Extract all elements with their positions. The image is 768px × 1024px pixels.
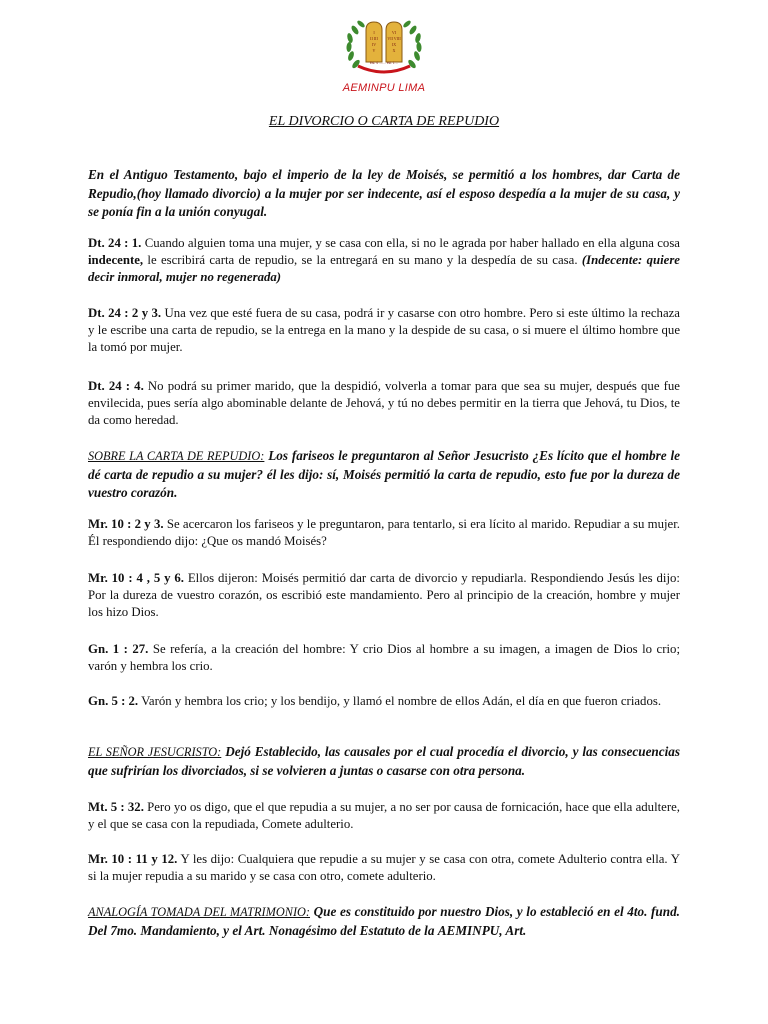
verse-ref: Gn. 1 : 27. <box>88 642 149 656</box>
section-text: Dejó Establecido, las causales por el cual procedía el divorcio, y las consecuencias que sufrirían los divorciados, si se volvieren a juntas o casarse con otra persona. <box>88 744 681 778</box>
paragraph-analogia <box>88 903 680 940</box>
verse-text: No podrá su primer marido, que la despidió, volverla a tomar para que sea su mujer, después que fue envilecida, pues sería algo abominable delante de Jehová, y tú no debes permitir en la tierra que Jehová, tu Dios, te da como heredad. <box>88 379 680 427</box>
verse-ref: Mr. 10 : 11 y 12. <box>88 852 178 866</box>
document-title: EL DIVORCIO O CARTA DE REPUDIO <box>268 114 500 129</box>
section-heading: ANALOGÍA TOMADA DEL MATRIMONIO: <box>88 905 311 919</box>
organization-name: AEMINPU <box>437 922 500 938</box>
verse-ref: Gn. 5 : 2. <box>88 694 139 708</box>
section-text: Los fariseos le preguntaron al Señor Jesucristo ¿Es lícito que el hombre le dé carta de repudio a su mujer? él les dijo: sí, Moisés permitió la carta de repudio, esto fue por la dureza de vuestro corazón. <box>88 448 680 500</box>
paragraph-gn-5-2 <box>88 693 680 710</box>
section-heading: SOBRE LA CARTA DE REPUDIO: <box>88 449 265 463</box>
svg-text:X: X <box>392 48 396 53</box>
paragraph-mr-10-11-12 <box>88 851 680 885</box>
svg-text:II III: II III <box>370 36 378 41</box>
paragraph-sobre-carta <box>88 447 680 503</box>
paragraph-mr-10-4-6 <box>88 570 680 621</box>
section-text: Que es constituido por nuestro Dios, y lo estableció en el 4to. fund. Del 7mo. Mandamiento, y el Art. Nonagésimo del Estatuto de la <box>88 904 680 938</box>
logo-band-text: Est. 4 ........ est. 1 ... <box>369 61 399 65</box>
verse-ref: Mr. 10 : 4 , 5 y 6. <box>88 571 184 585</box>
paragraph-dt-24-4 <box>88 378 680 429</box>
verse-text: Ellos dijeron: Moisés permitió dar carta de divorcio y repudiarla. Respondiendo Jesús les dijo: Por la dureza de vuestro corazón, os escribió este mandamiento. Pero al principio de la creación, hombre y mujer los hizo Dios. <box>88 571 680 619</box>
verse-ref: Mr. 10 : 2 y 3. <box>88 517 164 531</box>
svg-text:IX: IX <box>391 42 397 47</box>
verse-text: Se refería, a la creación del hombre: Y crio Dios al hombre a su imagen, a imagen de Dios lo crio; varón y hembra los crio. <box>88 642 680 673</box>
svg-text:V: V <box>372 48 376 53</box>
svg-text:I: I <box>373 30 375 35</box>
verse-ref: Dt. 24 : 2 y 3. <box>88 306 162 320</box>
verse-text: Una vez que esté fuera de su casa, podrá ir y casarse con otro hombre. Pero si este último la rechaza y le escribe una carta de repudio, se la entrega en la mano y la despide de su casa, o si muere el último hombre que la tomó por mujer. <box>88 306 680 354</box>
svg-text:IV: IV <box>371 42 377 47</box>
paragraph-dt-24-1 <box>88 235 680 286</box>
intro-paragraph: En el Antiguo Testamento, bajo el imperio de la ley de Moisés, se permitió a los hombres, dar Carta de Repudio,(hoy llamado divorcio) a la mujer por ser indecente, así el esposo despedía a la mujer de su casa, y se ponía fin a la unión conyugal. <box>88 167 680 219</box>
verse-ref: Dt. 24 : 4. <box>88 379 144 393</box>
verse-ref: Mt. 5 : 32. <box>88 800 144 814</box>
aeminpu-logo-icon <box>336 14 432 84</box>
definition-note: (Indecente: quiere decir inmoral, mujer no regenerada) <box>88 253 680 284</box>
section-heading: EL SEÑOR JESUCRISTO: <box>88 745 222 759</box>
paragraph-mr-10-2-3 <box>88 516 680 550</box>
verse-text: Y les dijo: Cualquiera que repudie a su mujer y se casa con otra, comete Adulterio contra ella. Y si la mujer repudia a su marido y se casa con otro, comete adulterio. <box>88 852 680 883</box>
verse-ref: Dt. 24 : 1. <box>88 236 142 250</box>
paragraph-mt-5-32 <box>88 799 680 833</box>
verse-text: Pero yo os digo, que el que repudia a su mujer, a no ser por causa de fornicación, hace que ella adultere, y el que se casa con la repudiada, Comete adulterio. <box>88 800 680 831</box>
section-text-tail: , Art. <box>499 922 527 938</box>
keyword-indecente: indecente, <box>88 253 144 267</box>
logo-caption: AEMINPU LIMA <box>342 82 426 94</box>
verse-text: Varón y hembra los crio; y los bendijo, y llamó el nombre de ellos Adán, el día en que fueron criados. <box>138 694 662 708</box>
verse-text: le escribirá carta de repudio, se la entregará en su mano y la despedía de su casa. <box>143 253 582 267</box>
svg-text:VII VIII: VII VIII <box>387 36 401 41</box>
paragraph-gn-1-27 <box>88 641 680 675</box>
paragraph-dt-24-2-3 <box>88 305 680 356</box>
paragraph-senor-jesucristo <box>88 743 680 780</box>
verse-text: Se acercaron los fariseos y le preguntaron, para tentarlo, si era lícito al marido. Repudiar a su mujer. Él respondiendo dijo: ¿Que os mandó Moisés? <box>88 517 680 548</box>
svg-text:VI: VI <box>391 30 397 35</box>
verse-text: Cuando alguien toma una mujer, y se casa con ella, si no le agrada por haber hallado en ella alguna cosa <box>141 236 680 250</box>
